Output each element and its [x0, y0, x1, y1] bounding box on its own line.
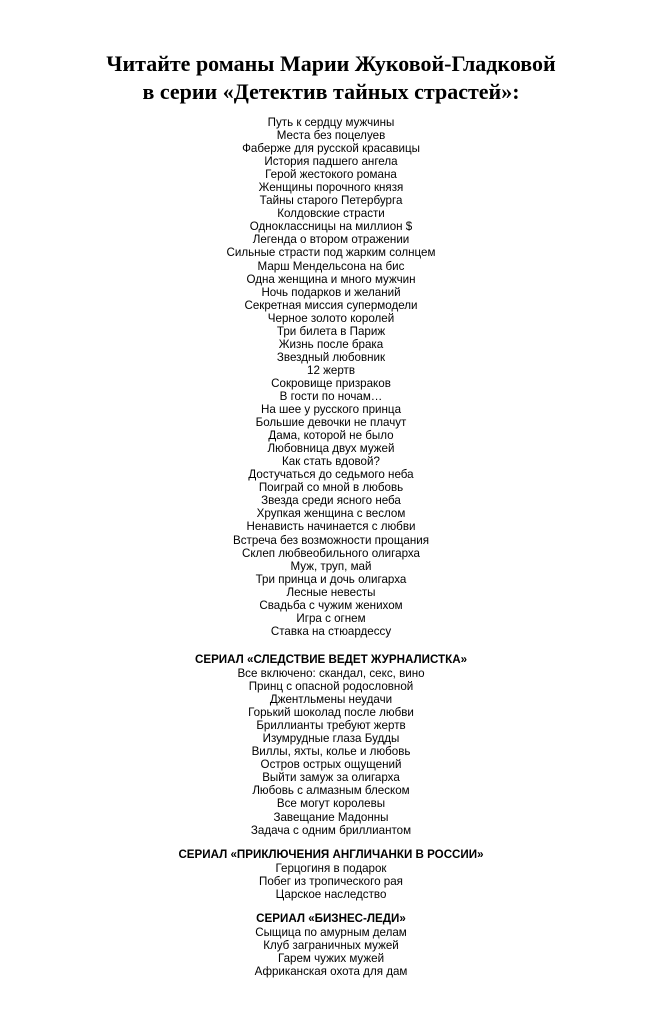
book-title: Хрупкая женщина с веслом	[256, 507, 406, 521]
book-title: Горький шоколад после любви	[248, 706, 414, 720]
book-title: Как стать вдовой?	[282, 455, 380, 469]
book-title: Достучаться до седьмого неба	[248, 468, 414, 482]
book-title: Бриллианты требуют жертв	[256, 719, 406, 733]
book-title: Сыщица по амурным делам	[255, 926, 407, 939]
series-title-business-lady: СЕРИАЛ «БИЗНЕС-ЛЕДИ»	[256, 912, 406, 925]
series-englishwoman-list	[0, 862, 662, 901]
series-title-journalist: СЕРИАЛ «СЛЕДСТВИЕ ВЕДЕТ ЖУРНАЛИСТКА»	[194, 653, 468, 666]
series-journalist-list	[0, 667, 662, 837]
book-title: Любовница двух мужей	[267, 442, 395, 456]
book-title: Свадьба с чужим женихом	[259, 598, 403, 612]
book-title: На шее у русского принца	[260, 403, 402, 417]
book-title: История падшего ангела	[264, 155, 398, 169]
book-title: Большие девочки не плачут	[255, 416, 407, 430]
book-title: Герой жестокого романа	[265, 168, 397, 182]
book-title: Звездный любовник	[276, 350, 386, 364]
book-title: Секретная миссия супермодели	[244, 298, 418, 312]
book-title: Одна женщина и много мужчин	[246, 272, 416, 286]
book-title: Места без поцелуев	[276, 129, 386, 143]
book-title: Муж, труп, май	[290, 559, 372, 573]
book-title: Звезда среди ясного неба	[261, 494, 401, 508]
book-title: Легенда о втором отражении	[252, 233, 410, 247]
book-title: Завещание Мадонны	[273, 810, 389, 824]
book-title: Все включено: скандал, секс, вино	[237, 667, 425, 680]
book-title: 12 жертв	[307, 363, 355, 377]
book-title: Черное золото королей	[267, 311, 395, 325]
book-title: Задача с одним бриллиантом	[250, 823, 412, 837]
book-title: Жизнь после брака	[278, 337, 384, 351]
book-title: Любовь с алмазным блеском	[252, 784, 410, 798]
book-title: Марш Мендельсона на бис	[257, 259, 405, 273]
book-title: Путь к сердцу мужчины	[267, 116, 395, 129]
book-title: Клуб заграничных мужей	[263, 939, 399, 953]
book-title: Одноклассницы на миллион $	[249, 220, 413, 234]
book-title: Игра с огнем	[296, 611, 366, 625]
book-title: Герцогиня в подарок	[275, 862, 387, 875]
book-title: Поиграй со мной в любовь	[258, 481, 404, 495]
book-title: Остров острых ощущений	[260, 758, 402, 772]
book-title: Изумрудные глаза Будды	[262, 732, 400, 746]
heading-line-1: Читайте романы Марии Жуковой-Гладковой	[106, 51, 556, 76]
book-title: Склеп любвеобильного олигарха	[241, 546, 420, 560]
heading-line-2: в серии «Детектив тайных страстей»:	[142, 79, 520, 104]
book-title: Африканская охота для дам	[254, 965, 408, 979]
book-title: В гости по ночам…	[279, 389, 383, 403]
book-title: Сокровище призраков	[271, 376, 391, 390]
book-title: Виллы, яхты, колье и любовь	[251, 745, 411, 759]
book-title: Ненависть начинается с любви	[246, 520, 416, 534]
book-title: Лесные невесты	[286, 585, 376, 599]
book-title: Джентльмены неудачи	[269, 693, 393, 707]
book-title: Сильные страсти под жарким солнцем	[226, 246, 436, 260]
book-title: Встреча без возможности прощания	[233, 533, 429, 547]
book-title: Колдовские страсти	[277, 207, 385, 221]
book-title: Три принца и дочь олигарха	[255, 572, 407, 586]
book-title: Женщины порочного князя	[258, 181, 404, 195]
series-title-englishwoman: СЕРИАЛ «ПРИКЛЮЧЕНИЯ АНГЛИЧАНКИ В РОССИИ»	[178, 848, 484, 861]
book-title: Три билета в Париж	[276, 324, 386, 338]
series-business-lady-list	[0, 926, 662, 978]
main-series-list	[0, 116, 662, 638]
book-title: Гарем чужих мужей	[277, 952, 385, 966]
book-title: Побег из тропического рая	[259, 875, 403, 889]
book-title: Все могут королевы	[276, 797, 386, 811]
book-title: Ставка на стюардессу	[270, 624, 392, 638]
book-title: Ночь подарков и желаний	[261, 285, 401, 299]
book-title: Царское наследство	[275, 888, 387, 902]
book-title: Фаберже для русской красавицы	[242, 142, 420, 156]
book-title: Тайны старого Петербурга	[259, 194, 403, 208]
page-heading	[0, 50, 662, 106]
book-title: Дама, которой не было	[268, 429, 394, 443]
book-title: Принц с опасной родословной	[248, 680, 414, 694]
book-title: Выйти замуж за олигарха	[262, 771, 400, 785]
